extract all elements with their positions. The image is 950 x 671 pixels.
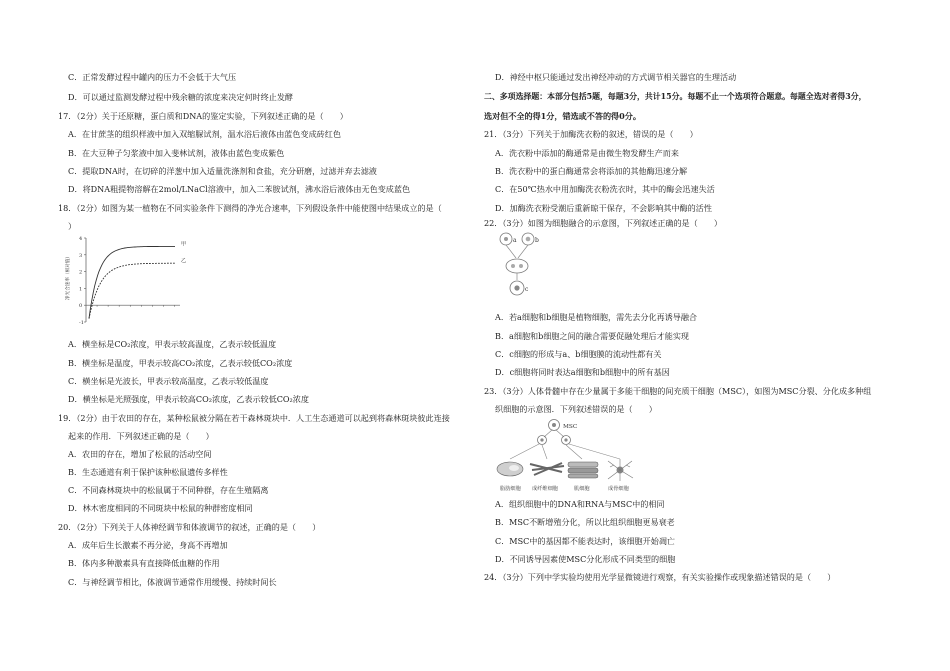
q21-option-a: A．洗衣粉中添加的酶通常是由微生物发酵生产而来 (495, 148, 679, 158)
series-yi-label: 乙 (181, 258, 187, 265)
q22-stem: 22．（3分）如图为细胞融合的示意图，下列叙述正确的是（ ） (484, 218, 723, 228)
q23-stem: 23．（3分）人体骨髓中存在少量属于多能干细胞的间充质干细胞（MSC），如图为MSC分裂、分化成多种组 (484, 386, 872, 396)
chart-svg (60, 232, 190, 328)
q23-option-d: D．不同诱导因素使MSC分化形成不同类型的细胞 (495, 554, 676, 564)
q18-stem-end: ） (68, 221, 77, 231)
cell-label-muscle: 肌细胞 (574, 486, 590, 492)
y-tick-label: 1 (79, 286, 83, 293)
q22-option-b: B．a细胞和b细胞之间的融合需要促融处理后才能实现 (495, 331, 690, 341)
q23-option-b: B．MSC不断增殖分化，所以比组织细胞更易衰老 (495, 517, 675, 527)
q22-option-c: C．c细胞的形成与a、b细胞膜的流动性都有关 (495, 349, 662, 359)
q18-option-c: C．横坐标是光波长，甲表示较高温度，乙表示较低温度 (68, 376, 269, 386)
q20-option-b: B．体内多种激素具有直接降低血糖的作用 (68, 558, 220, 568)
y-tick-label: 3 (79, 252, 83, 259)
q16-option-c: C．正常发酵过程中罐内的压力不会低于大气压 (68, 72, 237, 82)
q23-option-a: A．组织细胞中的DNA和RNA与MSC中的相同 (495, 499, 665, 509)
q19-stem: 19．（2分）由于农田的存在，某种松鼠被分隔在若干森林斑块中．人工生态通道可以起到将森林斑块彼此连接 (58, 413, 450, 423)
q18-stem: 18．（2分）如图为某一植物在不同实验条件下测得的净光合速率，下列假设条件中能使图中结果成立的是（ (58, 203, 442, 213)
y-axis-label: 净光合速率（相对值） (66, 254, 71, 300)
q17-option-d: D．将DNA粗提物溶解在2mol/LNaCl溶液中，加入二苯胺试剂，沸水浴后液体由无色变成蓝色 (68, 184, 411, 194)
q19-stem-cont: 起来的作用．下列叙述正确的是（ ） (68, 431, 214, 441)
series-jia-line (89, 246, 175, 318)
q21-option-d: D．加酶洗衣粉受潮后重新晾干保存，不会影响其中酶的活性 (495, 203, 712, 213)
q20-stem: 20．（2分）下列关于人体神经调节和体液调节的叙述，正确的是（ ） (58, 522, 321, 532)
label-b: b (535, 237, 539, 244)
q22-option-a: A．若a细胞和b细胞是植物细胞，需先去分化再诱导融合 (495, 312, 698, 322)
q20-option-c: C．与神经调节相比，体液调节通常作用缓慢、持续时间长 (68, 577, 277, 587)
label-a: a (513, 237, 517, 244)
q20-option-a: A．成年后生长激素不再分泌，身高不再增加 (68, 540, 228, 550)
q17-option-c: C．提取DNA时，在切碎的洋葱中加入适量洗涤剂和食盐，充分研磨，过滤并弃去滤液 (68, 166, 377, 176)
y-tick-label: 2 (79, 269, 83, 276)
q17-stem: 17．（2分）关于还原糖，蛋白质和DNA的鉴定实验，下列叙述正确的是（ ） (58, 111, 348, 121)
q22-option-d: D．c细胞将同时表达a细胞和b细胞中的所有基因 (495, 367, 670, 377)
q21-option-b: B．洗衣粉中的蛋白酶通常会将添加的其他酶迅速分解 (495, 166, 688, 176)
net-photosynthesis-chart (60, 232, 190, 328)
q19-option-b: B．生态通道有利于保护该种松鼠遗传多样性 (68, 467, 228, 477)
cell-fusion-diagram (494, 230, 564, 302)
q19-option-a: A．农田的存在，增加了松鼠的活动空间 (68, 449, 212, 459)
q17-option-b: B．在大豆种子匀浆液中加入斐林试剂，液体由蓝色变成紫色 (68, 148, 285, 158)
q18-option-d: D．横坐标是光照强度，甲表示较高CO₂浓度，乙表示较低CO₂浓度 (68, 394, 309, 404)
q21-option-c: C．在50℃热水中用加酶洗衣粉洗衣时，其中的酶会迅速失活 (495, 184, 715, 194)
q21-stem: 21．（3分）下列关于加酶洗衣粉的叙述，错误的是（ ） (484, 129, 698, 139)
y-tick-label: 4 (79, 236, 83, 242)
q23-option-c: C．MSC中的基因都不能表达时，该细胞开始凋亡 (495, 536, 676, 546)
cell-label-fat: 脂肪细胞 (500, 486, 521, 492)
q24-stem: 24．（3分）下列中学实验均使用光学显微镜进行观察，有关实验操作或现象描述错误的是（ ） (484, 572, 836, 582)
y-tick-label: -1 (79, 320, 84, 326)
q18-option-b: B．横坐标是温度，甲表示较高CO₂浓度，乙表示较低CO₂浓度 (68, 358, 293, 368)
msc-differentiation-diagram (492, 417, 652, 492)
q16-option-d: D．可以通过监测发酵过程中残余糖的浓度来决定何时终止发酵 (68, 92, 294, 102)
label-c: c (525, 286, 529, 293)
q20-option-d: D．神经中枢只能通过发出神经冲动的方式调节相关器官的生理活动 (495, 72, 737, 82)
series-jia-label: 甲 (181, 241, 187, 248)
series-yi-line (89, 263, 175, 318)
q23-stem-cont: 织细胞的示意图．下列叙述错误的是（ ） (495, 404, 657, 414)
msc-label: MSC (563, 424, 578, 430)
q19-option-d: D．林木密度相同的不同斑块中松鼠的种群密度相同 (68, 503, 253, 513)
y-tick-label: 0 (79, 303, 83, 310)
q17-option-a: A．在甘蔗茎的组织样液中加入双缩脲试剂，温水浴后液体由蓝色变成砖红色 (68, 129, 341, 139)
cell-label-fibroblast: 成纤维细胞 (532, 486, 558, 492)
q19-option-c: C．不同森林斑块中的松鼠属于不同种群，存在生殖隔离 (68, 485, 269, 495)
section2-header-cont: 选对但不全的得1分，错选或不答的得0分。 (484, 111, 641, 121)
cell-label-bone: 成骨细胞 (608, 486, 629, 492)
section2-header: 二、多项选择题：本部分包括5题，每题3分，共计15分。每题不止一个选项符合题意。每题全选对者得3分， (484, 92, 867, 101)
q18-option-a: A．横坐标是CO₂浓度，甲表示较高温度，乙表示较低温度 (68, 339, 277, 349)
